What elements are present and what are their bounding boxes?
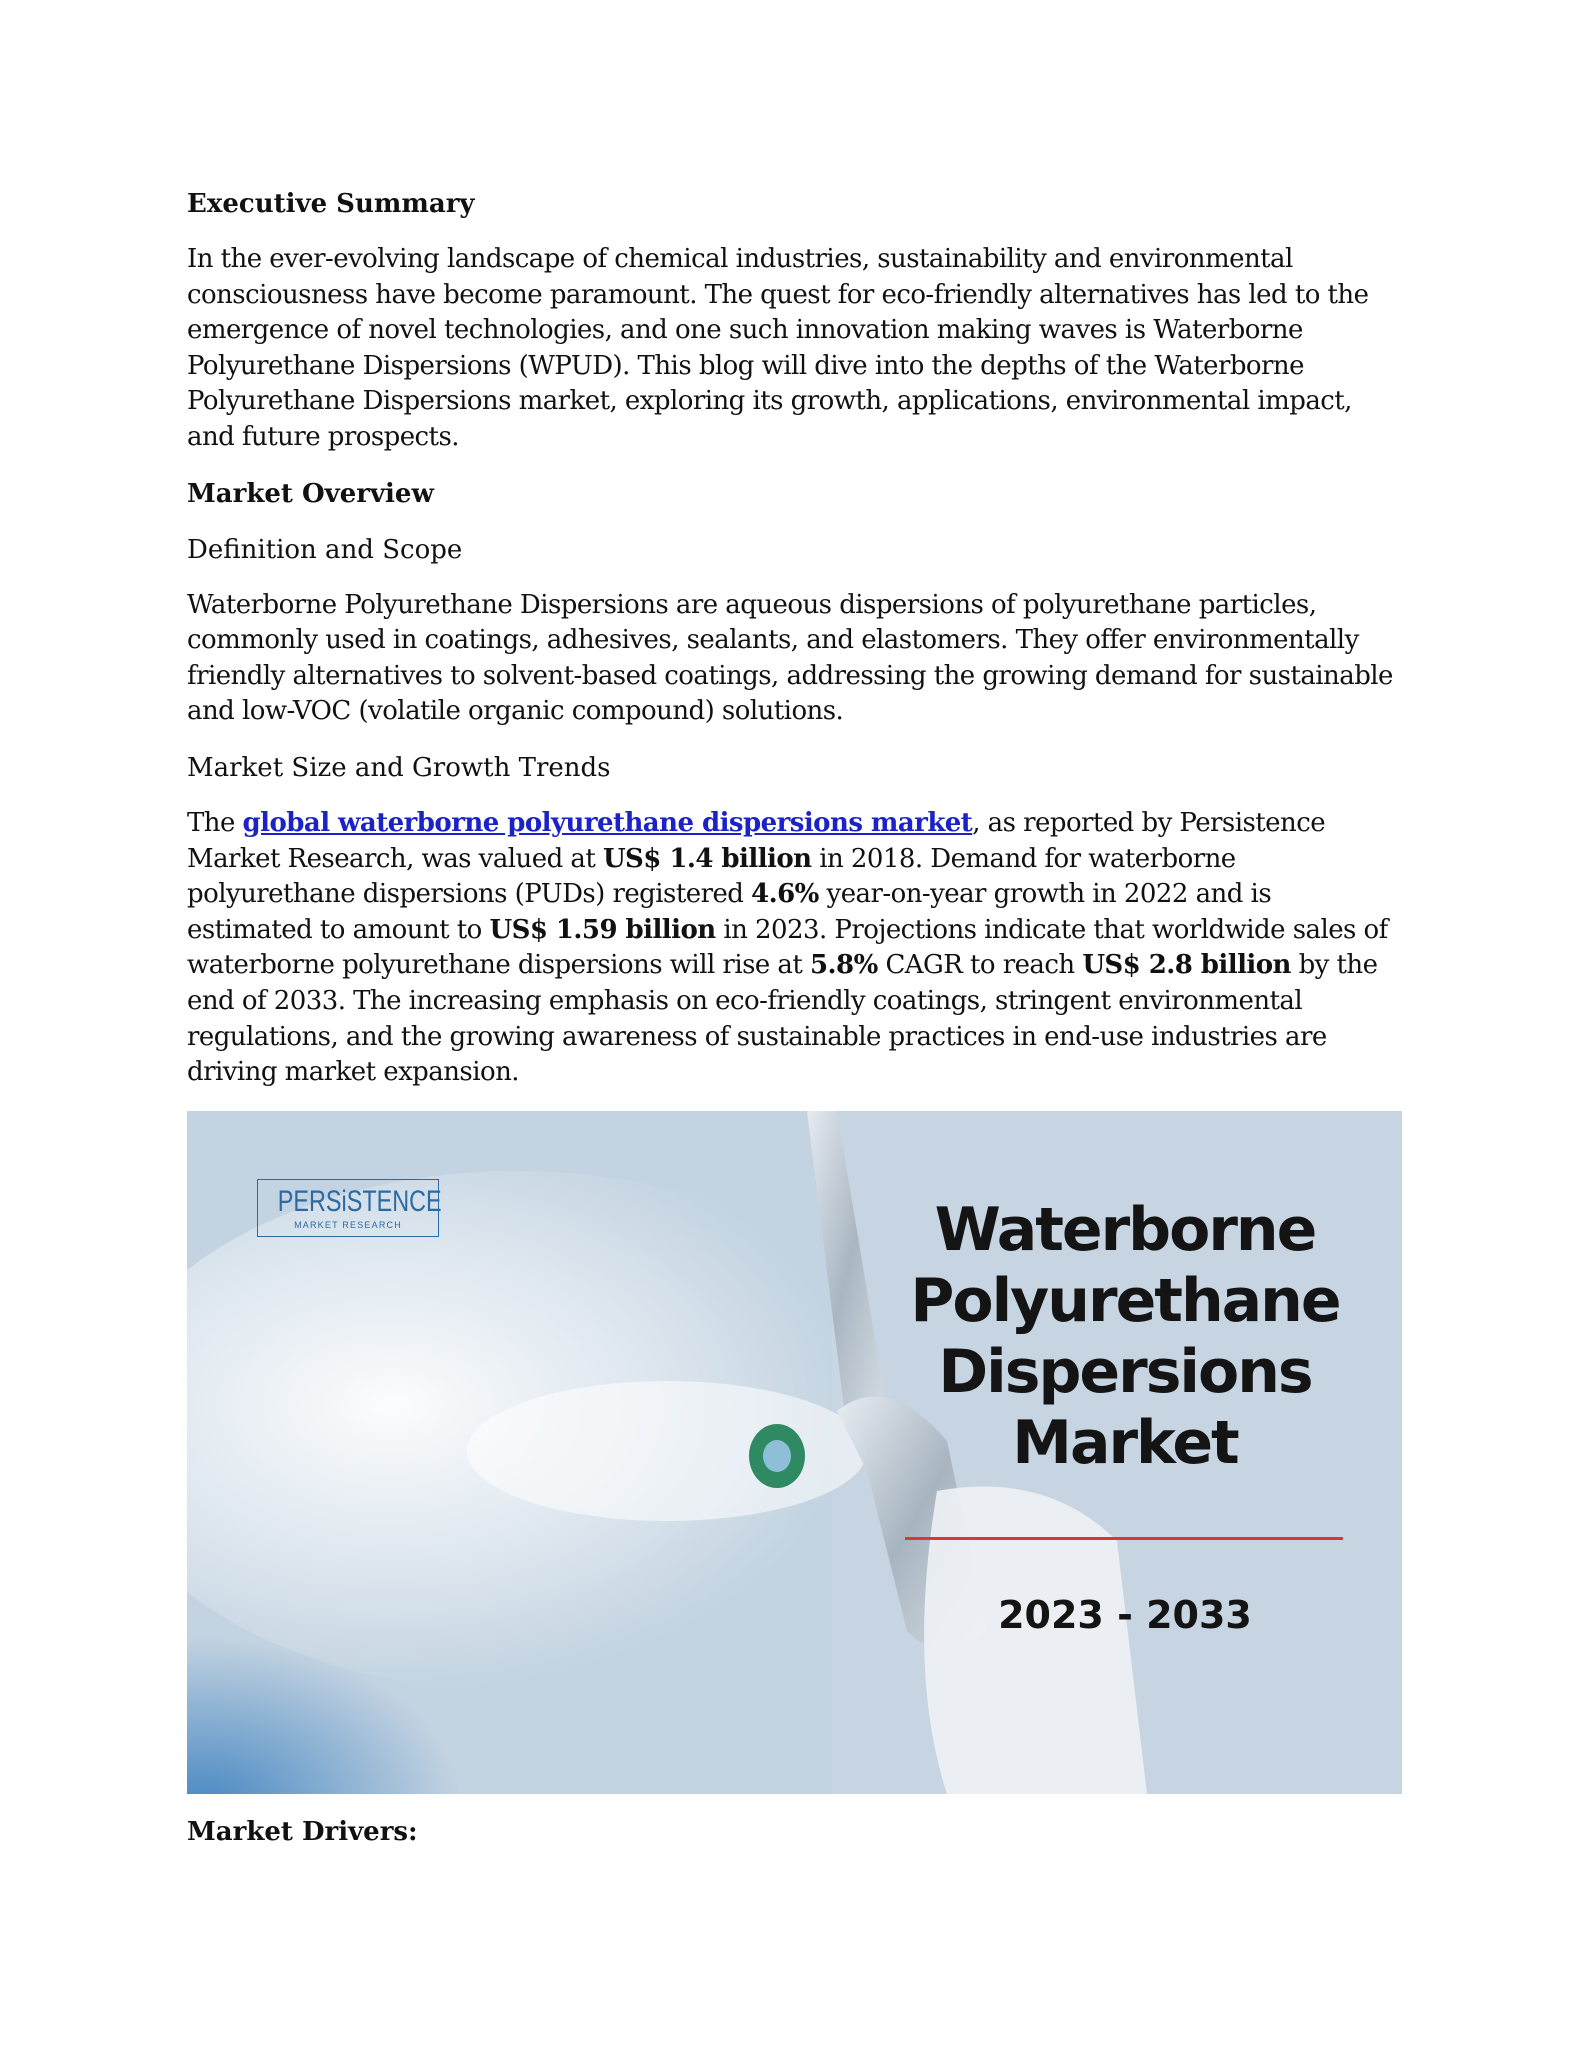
text-segment: year-on-year growth in 2022 and is estimated to amount to — [187, 879, 1272, 945]
market-report-link[interactable]: global waterborne polyurethane dispersions market — [242, 807, 973, 838]
banner-title — [875, 1195, 1375, 1479]
growth-2022: 4.6% — [751, 879, 819, 910]
market-size-subheading: Market Size and Growth Trends — [187, 752, 611, 783]
banner-years: 2023 - 2033 — [998, 1592, 1252, 1637]
text-segment: The — [187, 807, 243, 838]
logo-text: PERSiSTENCE — [277, 1184, 442, 1218]
logo-subtext: MARKET RESEARCH — [294, 1219, 402, 1230]
value-2023: US$ 1.59 billion — [489, 914, 716, 945]
executive-summary-paragraph: In the ever-evolving landscape of chemical industries, sustainability and environmental consciousness have become paramount. The quest for eco-friendly alternatives has led to the emergence of novel technologies, and one such innovation making waves is Waterborne Polyurethane Dispersions (WPUD). This blog will dive into the depths of the Waterborne Polyurethane Dispersions market, exploring its growth, applications, environmental impact, and future prospects. — [187, 244, 1369, 452]
executive-summary-heading: Executive Summary — [187, 189, 475, 219]
text-segment: by the end of 2033. The increasing emphasis on eco-friendly coatings, stringent environmental regulations, and the growing awareness of sustainable practices in end-use industries are driving market expansion. — [187, 950, 1378, 1088]
market-drivers-heading: Market Drivers: — [187, 1816, 418, 1847]
text-segment: CAGR to reach — [877, 950, 1083, 981]
value-2018: US$ 1.4 billion — [602, 843, 812, 874]
persistence-logo — [257, 1179, 442, 1237]
definition-scope-subheading: Definition and Scope — [187, 534, 463, 565]
text-segment: , as reported by Persistence Market Research, was valued at — [187, 807, 1326, 874]
banner-accent-line — [905, 1537, 1343, 1540]
market-overview-heading: Market Overview — [187, 478, 434, 509]
text-segment: in 2023. Projections indicate that worldwide sales of waterborne polyurethane dispersions will rise at — [187, 914, 1388, 981]
banner-title-line: Polyurethane — [910, 1265, 1340, 1336]
banner-title-line: Dispersions — [938, 1336, 1312, 1407]
text-segment: in 2018. Demand for waterborne polyurethane dispersions (PUDs) registered — [187, 843, 1236, 910]
document-content — [187, 186, 1402, 1870]
banner-title-line: Market — [1012, 1407, 1238, 1478]
definition-scope-paragraph: Waterborne Polyurethane Dispersions are aqueous dispersions of polyurethane particles, commonly used in coatings, adhesives, sealants, and elastomers. They offer environmentally friendly alternatives to solvent-based coatings, addressing the growing demand for sustainable and low-VOC (volatile organic compound) solutions. — [187, 589, 1393, 727]
market-size-paragraph — [187, 806, 1402, 1091]
cagr-value: 5.8% — [810, 950, 878, 981]
market-banner-image — [187, 1111, 1402, 1794]
banner-title-line: Waterborne — [934, 1194, 1316, 1265]
value-2033: US$ 2.8 billion — [1082, 950, 1291, 981]
